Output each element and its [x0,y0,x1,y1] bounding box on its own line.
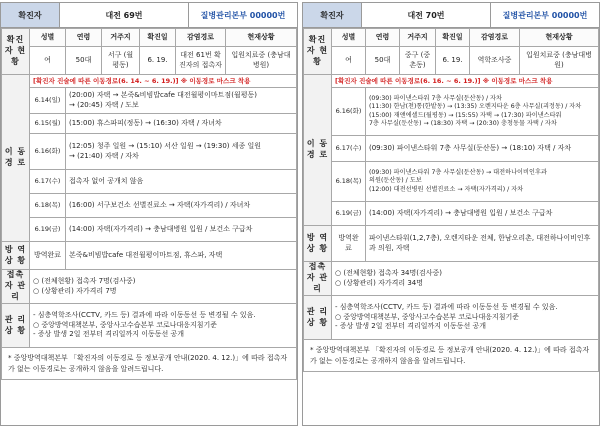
route-detail: (15:00) 휴스파피(정동) → (16:30) 자택 / 자녀차 [66,114,297,134]
col-confirm-date: 확진일 [140,29,176,47]
route-section-label: 이 동 경 로 [2,75,30,242]
value-confirm-date: 6. 19. [436,47,470,75]
footer-note: * 중앙방역대책본부 「확진자의 이동경로 등 정보공개 안내(2020. 4. 12.)」에 따라 접촉자가 없는 이동경로는 공개하지 않음을 알려드립니다. [303,340,599,372]
left-case-report [0,2,298,426]
route-detail: (12:05) 청주 일원 → (15:10) 서산 일원 → (19:30) 세종 일원 → (21:40) 자택 / 자차 [66,134,297,170]
route-note: [확진자 진술에 따른 이동경로(6. 14. ~ 6. 19.)] ※ 이동경로 마스크 착용 [30,75,297,88]
col-residence: 거주지 [400,29,436,47]
route-section-label: 이 동 경 로 [304,75,332,226]
col-sex: 성별 [332,29,366,47]
prevent-text: 파이낸스타워(1,2,7층), 오렌지타운 전체, 한남오리촌, 대전하나이비인후과 의원, 자택 [366,226,599,262]
value-current-status: 입원치료중 (충남대병원) [520,47,599,75]
case-table [303,28,599,340]
route-date: 6.18(목) [332,162,366,202]
route-date: 6.14(일) [30,88,66,114]
prevent-section-label: 방 역 상 황 [2,242,30,270]
contact-detail: ○ (전체현황) 접촉자 34명(검사중) ○ (상황관리) 자가격리 34명 [332,262,599,296]
route-date: 6.17(수) [30,170,66,194]
plan-detail: - 심층역학조사(CCTV, 카드 등) 결과에 따라 이동동선 등 변경될 수 있음. ○ 중앙방역대책본부, 중앙사고수습본부 코로나대응지침기준 - 증상 발생 2일 전부터 격리일까지 이동동선 공개 [332,296,599,340]
route-date: 6.16(화) [332,88,366,136]
route-detail: (14:00) 자택(자가격리) → 충남대병원 입원 / 보건소 구급차 [66,218,297,242]
case-label: 확진자 [1,3,59,27]
value-age: 50대 [366,47,400,75]
route-detail: (14:00) 자택(자가격리) → 충남대병원 입원 / 보건소 구급차 [366,202,599,226]
case-table [1,28,297,348]
contact-detail: ○ (전체현황) 접촉자 7명(검사중) ○ (상황관리) 자가격리 7명 [30,270,297,304]
kcdc-number: 질병관리본부 00000번 [188,3,297,27]
case-header [303,3,599,28]
value-residence: 중구 (중촌동) [400,47,436,75]
col-infection-route: 감염경로 [176,29,226,47]
value-current-status: 입원치료중 (충남대병원) [226,47,297,75]
case-number: 대전 70번 [361,3,490,27]
col-infection-route: 감염경로 [470,29,520,47]
value-infection-route: 대전 61번 확진자의 접촉자 [176,47,226,75]
route-date: 6.19(금) [30,218,66,242]
value-residence: 서구 (월평동) [102,47,140,75]
prevent-section-label: 방 역 상 황 [304,226,332,262]
case-header [1,3,297,28]
contact-section-label: 접촉자 관 리 [2,270,30,304]
col-sex: 성별 [30,29,66,47]
value-infection-route: 역학조사중 [470,47,520,75]
plan-detail: - 심층역학조사(CCTV, 카드 등) 결과에 따라 이동동선 등 변경될 수 있음. ○ 중앙방역대책본부, 중앙사고수습본부 코로나대응지침기준 - 증상 발생 2일 전부터 격리일까지 이동동선 공개 [30,304,297,348]
kcdc-number: 질병관리본부 00000번 [490,3,599,27]
route-detail: (09:30) 파이낸스타워 7층 사무실(둔산동) → 대전하나이비인후과 의원(둔산동) / 도보 (12:00) 대전선병원 선별진료소 → 자택(자가격리) / 자차 [366,162,599,202]
case-label: 확진자 [303,3,361,27]
route-date: 6.17(수) [332,136,366,162]
value-sex: 여 [30,47,66,75]
contact-section-label: 접촉자 관 리 [304,262,332,296]
col-current-status: 현재상황 [226,29,297,47]
route-detail: 접촉자 없어 공개치 않음 [66,170,297,194]
route-detail: (09:30) 파이낸스타워 7층 사무실(둔산동) → (18:10) 자택 / 자차 [366,136,599,162]
col-age: 연령 [66,29,102,47]
route-date: 6.18(목) [30,194,66,218]
col-residence: 거주지 [102,29,140,47]
plan-section-label: 관 리 상 황 [2,304,30,348]
route-date: 6.19(금) [332,202,366,226]
prevent-text: 본죽&비빔밥cafe 대전월평이마트점, 휴스파, 자택 [66,242,297,270]
route-date: 6.16(화) [30,134,66,170]
prevent-label: 방역완료 [332,226,366,262]
route-note: [확진자 진술에 따른 이동경로(6. 16. ~ 6. 19.)] ※ 이동경로 마스크 착용 [332,75,599,88]
route-detail: (20:00) 자택 → 본죽&비빔밥cafe 대전월평이마트점(월평동) → (20:45) 자택 / 도보 [66,88,297,114]
plan-section-label: 관 리 상 황 [304,296,332,340]
prevent-label: 방역완료 [30,242,66,270]
right-case-report [302,2,600,426]
col-current-status: 현재상황 [520,29,599,47]
value-age: 50대 [66,47,102,75]
footer-note: * 중앙방역대책본부 「확진자의 이동경로 등 정보공개 안내(2020. 4. 12.)」에 따라 접촉자가 없는 이동경로는 공개하지 않음을 알려드립니다. [1,348,297,380]
value-confirm-date: 6. 19. [140,47,176,75]
case-number: 대전 69번 [59,3,188,27]
route-detail: (09:30) 파이낸스타워 7층 사무실(둔산동) / 자차 (11:30) 한남(천)통(한밭동) → (13:35) 오렌지타운 6층 사무실(괴정동) / 자차 (15:00) 재앤에셀드(월평동) → (15:55) 자택 → (17:30) 파이낸스타워 7층 사무실(둔산동) → (18:30) 자택 → (20:30) 충청동물 자택 / 자차 [366,88,599,136]
route-date: 6.15(월) [30,114,66,134]
status-section-label: 확진자 현 황 [2,29,30,75]
col-confirm-date: 확진일 [436,29,470,47]
route-detail: (16:00) 서구보건소 선별진료소 → 자택(자가격리) / 자녀차 [66,194,297,218]
status-section-label: 확진자 현 황 [304,29,332,75]
value-sex: 여 [332,47,366,75]
col-age: 연령 [366,29,400,47]
